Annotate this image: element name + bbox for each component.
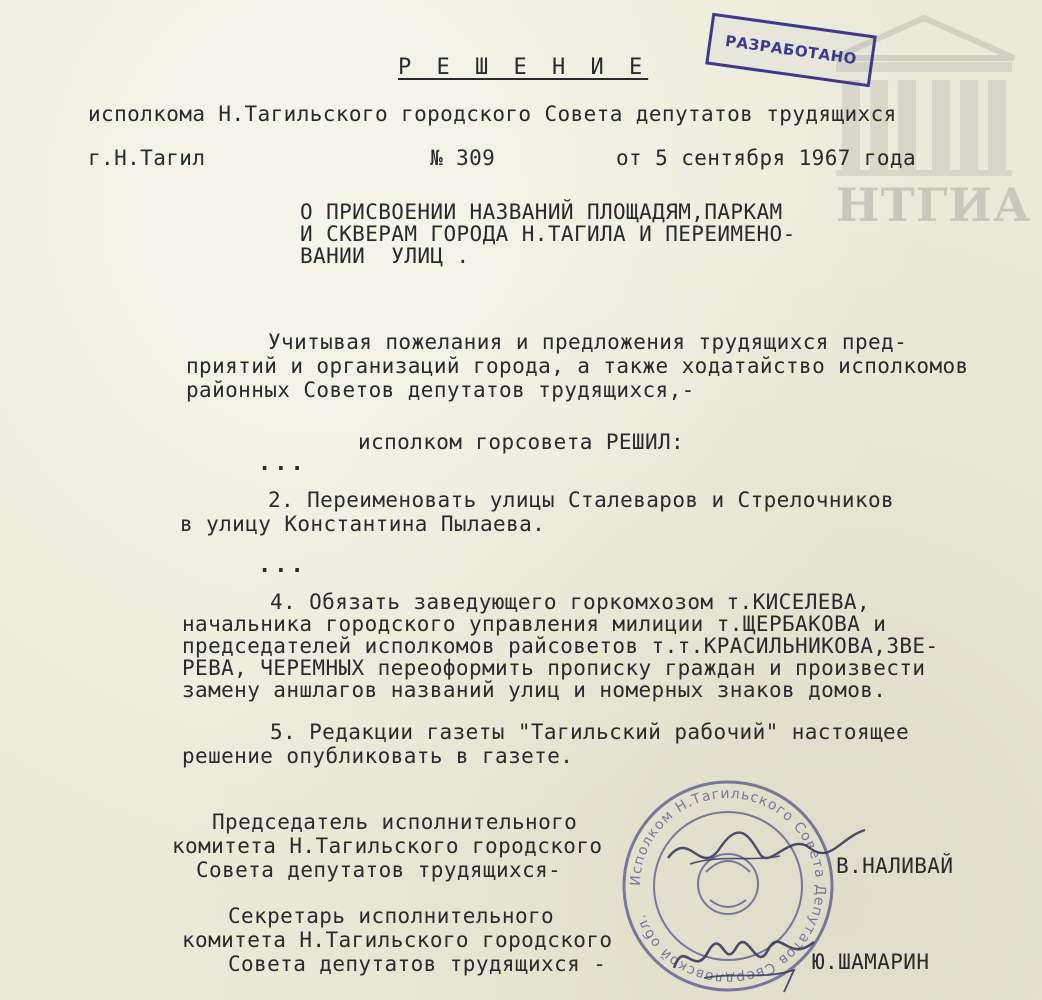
seal-text: Исполком Н.Тагильского Совета Депутатов Свердловской обл.	[627, 785, 829, 987]
document-number: № 309	[430, 146, 496, 170]
item-4-line: замену аншлагов названий улиц и номерных знаков домов.	[182, 678, 887, 702]
chairman-title-line: комитета Н.Тагильского городского	[172, 834, 603, 858]
item-4-line: РЕВА, ЧЕРЕМНЫХ переоформить прописку граждан и произвести	[182, 656, 926, 680]
document-title: Р Е Ш Е Н И Е	[398, 55, 649, 80]
secretary-title-line: Секретарь исполнительного	[228, 904, 555, 928]
chairman-title-line: Председатель исполнительного	[212, 810, 578, 834]
document-date: от 5 сентября 1967 года	[616, 146, 916, 170]
chairman-title-line: Совета депутатов трудящихся-	[196, 858, 562, 882]
heading-line: О ПРИСВОЕНИИ НАЗВАНИЙ ПЛОЩАДЯМ,ПАРКАМ	[300, 200, 783, 224]
secretary-name: Ю.ШАМАРИН	[812, 950, 930, 974]
item-2-line: 2. Переименовать улицы Сталеваров и Стрелочников	[268, 488, 895, 512]
item-4-line: председателей исполкомов райсоветов т.т.КРАСИЛЬНИКОВА,ЗВЕ-	[182, 634, 939, 658]
item-5-line: 5. Редакции газеты "Тагильский рабочий" настоящее	[270, 720, 910, 744]
secretary-signature	[664, 918, 824, 996]
preamble-line: приятий и организаций города, а также ходатайство исполкомов	[186, 354, 969, 378]
item-4-line: 4. Обязать заведующего горкомхозом т.КИСЕЛЕВА,	[270, 590, 870, 614]
secretary-title-line: комитета Н.Тагильского городского	[182, 928, 613, 952]
heading-line: И СКВЕРАМ ГОРОДА Н.ТАГИЛА И ПЕРЕИМЕНО-	[300, 222, 796, 246]
item-2-line: в улицу Константина Пылаева.	[180, 512, 546, 536]
resolved-line: исполком горсовета РЕШИЛ:	[358, 430, 685, 454]
document-subtitle: исполкома Н.Тагильского городского Совета депутатов трудящихся	[88, 102, 897, 126]
item-4-line: начальника городского управления милиции т.ЩЕРБАКОВА и	[182, 612, 887, 636]
document-place: г.Н.Тагил	[88, 146, 206, 170]
preamble-line: Учитывая пожелания и предложения трудящихся пред-	[268, 330, 908, 354]
preamble-line: районных Советов депутатов трудящихся,-	[186, 378, 695, 402]
chairman-signature	[660, 818, 870, 888]
stamp-label: РАЗРАБОТАНО	[724, 31, 858, 69]
omission-mark: ...	[258, 553, 307, 578]
item-5-line: решение опубликовать в газете.	[182, 744, 574, 768]
heading-line: ВАНИИ УЛИЦ .	[300, 244, 470, 268]
omission-mark: ...	[258, 451, 307, 476]
chairman-name: В.НАЛИВАЙ	[836, 854, 954, 878]
secretary-title-line: Совета депутатов трудящихся -	[228, 952, 607, 976]
watermark-label: НТГИА	[836, 178, 1032, 232]
